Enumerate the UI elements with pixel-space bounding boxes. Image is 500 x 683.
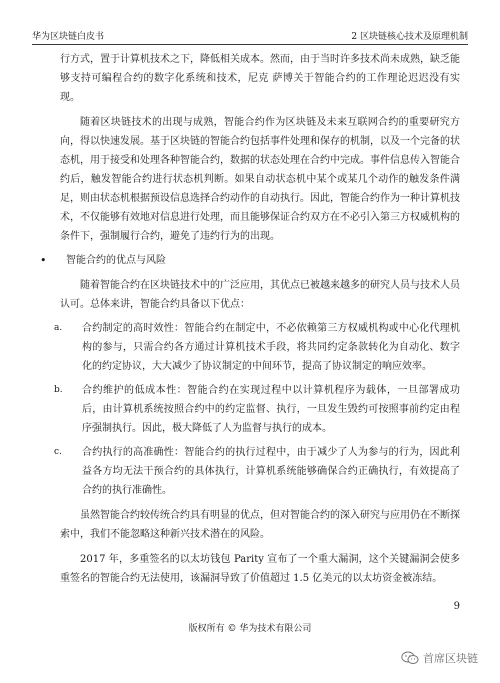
header-left-title: 华为区块链白皮书 xyxy=(32,32,105,42)
paragraph-risks: 虽然智能合约较传统合约具有明显的优点，但对智能合约的深入研究与应用仍在不断探索中，我们不能忽略这种新兴技术潜在的风险。 xyxy=(60,510,460,540)
list-item-marker: b. xyxy=(54,385,63,395)
header-right-section: 2 区块链核心技术及原理机制 xyxy=(351,32,468,42)
bullet-dot-icon: • xyxy=(40,254,47,267)
list-item xyxy=(54,443,460,500)
page-header xyxy=(32,26,468,45)
paragraph-advantages-intro: 随着智能合约在区块链技术中的广泛应用，其优点已被越来越多的研究人员与技术人员认可。总体来讲，智能合约具备以下优点： xyxy=(60,280,460,310)
page-body xyxy=(40,50,460,588)
paragraph-parity-incident: 2017 年，多重签名的以太坊钱包 Parity 宣布了一个重大漏洞，这个关键漏洞会使多重签名的智能合约无法使用，该漏洞导致了价值超过 1.5 亿美元的以太坊资金被冻结。 xyxy=(60,554,460,584)
bullet-heading xyxy=(40,251,460,270)
copyright-footer: 版权所有 © 华为技术有限公司 xyxy=(188,624,312,634)
bullet-heading-text: 智能合约的优点与风险 xyxy=(66,255,166,266)
page-number: 9 xyxy=(453,601,460,612)
list-item-marker: a. xyxy=(54,323,63,333)
list-item-text: 合约维护的低成本性：智能合约在实现过程中以计算机程序为载体，一旦部署成功后，由计算机系统按照合约中的约定监督、执行，一旦发生毁约可按照事前约定由程序强制执行。因此，极大降低了人为监督与执行的成本。 xyxy=(82,385,460,434)
watermark-text: 首席区块链 xyxy=(423,652,478,665)
list-item-marker: c. xyxy=(54,447,62,457)
list-item-text: 合约制定的高时效性：智能合约在制定中，不必依赖第三方权威机构或中心化代理机构的参与，只需合约各方通过计算机技术手段，将共同约定条款转化为自动化、数字化的约定协议，大大减少了协议制定的中间环节，提高了协议制定的响应效率。 xyxy=(82,323,460,372)
list-item xyxy=(54,381,460,438)
wechat-icon xyxy=(401,651,419,665)
list-item-text: 合约执行的高准确性：智能合约的执行过程中，由于减少了人为参与的行为，因此利益各方均无法干预合约的具体执行，计算机系统能够确保合约正确执行，有效提高了合约的执行准确性。 xyxy=(82,447,460,496)
list-item xyxy=(54,319,460,376)
watermark xyxy=(401,650,478,666)
paragraph-continued: 行方式，置于计算机技术之下，降低相关成本。然而，由于当时许多技术尚未成熟，缺乏能够支持可编程合约的数字化系统和技术，尼克 萨博关于智能合约的工作理论迟迟没有实现。 xyxy=(60,54,460,103)
paragraph-smart-contract-development: 随着区块链技术的出现与成熟，智能合约作为区块链及未来互联网合约的重要研究方向，得以快速发展。基于区块链的智能合约包括事件处理和保存的机制，以及一个完备的状态机，用于接受和处理各种智能合约，数据的状态处理在合约中完成。事件信息传入智能合约后，触发智能合约进行状态机判断。如果自动状态机中某个或某几个动作的触发条件满足，则由状态机根据预设信息选择合约动作的自动执行。因此，智能合约作为一种计算机技术，不仅能够有效地对信息进行处理，而且能够保证合约双方在不必引入第三方权威机构的条件下，强制履行合约，避免了违约行为的出现。 xyxy=(60,117,460,242)
